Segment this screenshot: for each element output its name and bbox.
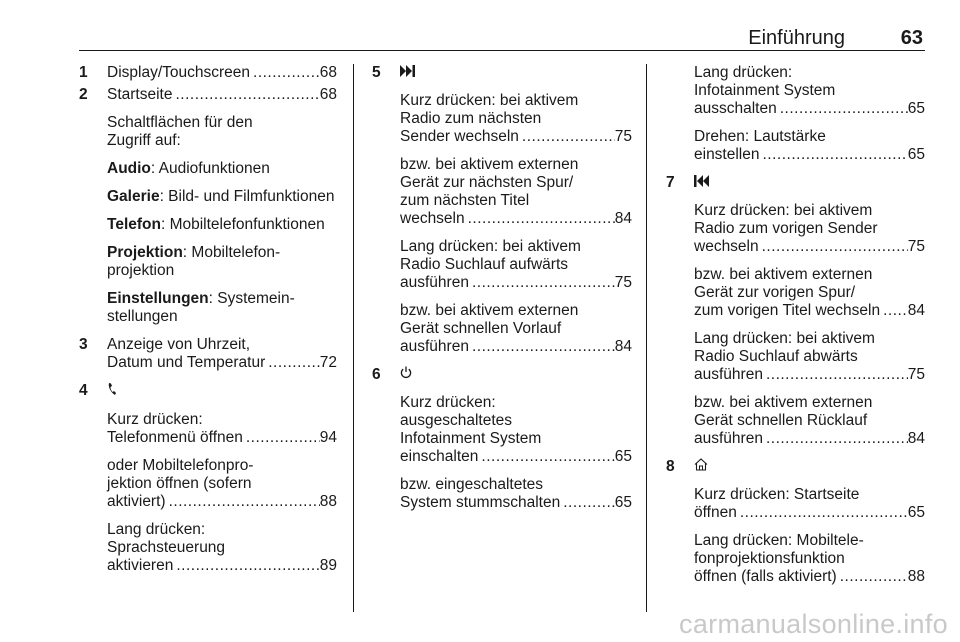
page-ref[interactable]: 65	[614, 494, 632, 511]
term-text: : Bild- und Filmfunktionen	[159, 188, 335, 205]
skip-back-icon	[694, 174, 710, 192]
icon-line	[694, 458, 925, 476]
paragraph	[400, 476, 632, 512]
entry-text: aktiviert)	[107, 493, 166, 510]
leader-dots	[469, 338, 615, 356]
term-text: : Systemein-	[208, 290, 295, 307]
leader-dots	[737, 504, 908, 522]
text-line: Radio Suchlauf aufwärts	[400, 256, 569, 273]
toc-line	[400, 128, 632, 146]
paragraph	[400, 394, 632, 466]
term-text: : Mobiltelefon-	[182, 244, 281, 261]
paragraph	[107, 290, 337, 326]
entry-text: aktivieren	[107, 557, 174, 574]
page-ref[interactable]: 89	[319, 557, 337, 574]
toc-line	[694, 430, 925, 448]
entry-text: öffnen	[694, 504, 737, 521]
toc-line	[400, 494, 632, 512]
term-label: Galerie	[107, 188, 160, 205]
text-line: Radio zum vorigen Sender	[694, 220, 878, 237]
toc-line	[107, 86, 337, 104]
text-line: Lang drücken: bei aktivem	[400, 238, 581, 255]
entry-text: öffnen (falls aktiviert)	[694, 568, 837, 585]
leader-dots	[243, 429, 320, 447]
entry-number: 5	[372, 64, 381, 81]
entry-text: wechseln	[694, 238, 759, 255]
text-line: Infotainment System	[694, 82, 836, 99]
leader-dots	[519, 128, 615, 146]
paragraph	[694, 266, 925, 320]
toc-line	[107, 354, 337, 372]
paragraph	[694, 128, 925, 164]
toc-line	[107, 557, 337, 575]
page-ref[interactable]: 84	[907, 430, 925, 447]
entry-text: ausführen	[400, 338, 469, 355]
entry-text: ausführen	[694, 366, 763, 383]
entry-7	[666, 174, 925, 448]
text-line: jektion öffnen (sofern	[107, 475, 252, 492]
toc-line	[694, 302, 925, 320]
paragraph	[107, 457, 337, 511]
page-ref[interactable]: 88	[907, 568, 925, 585]
text-line: Kurz drücken: bei aktivem	[694, 202, 873, 219]
watermark: carmanualsonline.info	[679, 609, 948, 639]
text-line: bzw. bei aktivem externen	[694, 266, 873, 283]
paragraph	[694, 64, 925, 118]
toc-line	[400, 338, 632, 356]
entry-text: ausführen	[694, 430, 763, 447]
paragraph	[107, 114, 337, 150]
text-line: bzw. bei aktivem externen	[400, 302, 579, 319]
leader-dots	[760, 146, 908, 164]
paragraph	[107, 244, 337, 280]
term-text: : Audiofunktionen	[150, 160, 270, 177]
leader-dots	[560, 494, 615, 512]
toc-line	[400, 274, 632, 292]
text-line: Lang drücken: Mobiltele-	[694, 532, 864, 549]
entry-number: 4	[79, 382, 88, 399]
text-line: Lang drücken: bei aktivem	[694, 330, 875, 347]
leader-dots	[880, 302, 908, 320]
paragraph	[400, 92, 632, 146]
text-line: bzw. bei aktivem externen	[400, 156, 579, 173]
term-label: Audio	[107, 160, 151, 177]
entry-text: zum vorigen Titel wechseln	[694, 302, 881, 319]
entry-4	[79, 382, 337, 575]
text-line: Kurz drücken:	[107, 411, 203, 428]
text-line: Sprachsteuerung	[107, 539, 226, 556]
section-title: Einführung	[748, 27, 845, 49]
leader-dots	[478, 448, 614, 466]
text-line: Radio Suchlauf abwärts	[694, 348, 858, 365]
entry-6	[372, 366, 632, 512]
text-line: ausgeschaltetes	[400, 412, 513, 429]
term-text: : Mobiltelefonfunktionen	[160, 216, 325, 233]
leader-dots	[265, 354, 320, 372]
toc-line	[107, 493, 337, 511]
page-ref[interactable]: 65	[907, 100, 925, 117]
entry-5	[372, 64, 632, 356]
page-ref[interactable]: 75	[907, 238, 925, 255]
entry-number: 6	[372, 366, 381, 383]
paragraph	[694, 532, 925, 586]
leader-dots	[469, 274, 615, 292]
home-icon	[694, 458, 708, 476]
icon-line	[400, 64, 632, 82]
text-line: Kurz drücken: Startseite	[694, 486, 860, 503]
column-1	[79, 64, 337, 585]
text-line: oder Mobiltelefonpro-	[107, 457, 254, 474]
icon-line	[107, 382, 337, 401]
toc-line	[694, 100, 925, 118]
text-line: fonprojektionsfunktion	[694, 550, 845, 567]
text-line: projektion	[107, 262, 175, 279]
skip-forward-icon	[400, 64, 416, 82]
entry-2	[79, 86, 337, 326]
toc-line	[694, 238, 925, 256]
column-3	[666, 64, 925, 596]
page-ref[interactable]: 68	[319, 86, 337, 103]
entry-text: Datum und Temperatur	[107, 354, 266, 371]
leader-dots	[763, 366, 908, 384]
page-ref[interactable]: 84	[614, 210, 632, 227]
paragraph	[107, 188, 337, 206]
entry-text: ausschalten	[694, 100, 777, 117]
leader-dots	[172, 86, 319, 104]
column-divider	[353, 64, 354, 612]
page-number: 63	[900, 27, 923, 49]
text-line: Kurz drücken: bei aktivem	[400, 92, 579, 109]
text-line: Kurz drücken:	[400, 394, 496, 411]
phone-icon	[107, 382, 117, 401]
entry-text: ausführen	[400, 274, 469, 291]
entry-text: System stummschalten	[400, 494, 561, 511]
leader-dots	[166, 493, 320, 511]
entry-number: 8	[666, 458, 675, 475]
entry-text: Telefonmenü öffnen	[107, 429, 243, 446]
toc-line	[694, 366, 925, 384]
toc-line	[400, 210, 632, 228]
icon-line	[694, 174, 925, 192]
entry-number: 1	[79, 64, 88, 81]
paragraph	[107, 521, 337, 575]
text-line: bzw. eingeschaltetes	[400, 476, 544, 493]
entry-number: 7	[666, 174, 675, 191]
entry-text: Display/Touchscreen	[107, 64, 251, 81]
entry-8	[666, 458, 925, 586]
paragraph	[107, 160, 337, 178]
paragraph	[694, 330, 925, 384]
page-ref[interactable]: 68	[319, 64, 337, 81]
paragraph	[694, 394, 925, 448]
toc-line	[400, 448, 632, 466]
leader-dots	[759, 238, 908, 256]
paragraph	[107, 411, 337, 447]
text-line: Gerät schnellen Rücklauf	[694, 412, 868, 429]
toc-line	[694, 504, 925, 522]
paragraph	[107, 216, 337, 234]
leader-dots	[763, 430, 908, 448]
page-ref[interactable]: 65	[907, 146, 925, 163]
paragraph	[694, 202, 925, 256]
text-line: Infotainment System	[400, 430, 542, 447]
paragraph	[400, 238, 632, 292]
paragraph	[694, 486, 925, 522]
leader-dots	[777, 100, 908, 118]
entry-6-continued	[666, 64, 925, 164]
toc-line	[694, 568, 925, 586]
entry-3	[79, 336, 337, 372]
column-divider	[646, 64, 647, 612]
text-line: Radio zum nächsten	[400, 110, 542, 127]
text-line: Schaltflächen für den	[107, 114, 253, 131]
leader-dots	[465, 210, 615, 228]
page-ref[interactable]: 94	[319, 429, 337, 446]
page-ref[interactable]: 72	[319, 354, 337, 371]
term-label: Projektion	[107, 244, 183, 261]
toc-line	[107, 429, 337, 447]
paragraph	[400, 156, 632, 228]
text-line: Gerät schnellen Vorlauf	[400, 320, 562, 337]
text-line: Lang drücken:	[694, 64, 793, 81]
power-icon	[400, 366, 412, 384]
entry-number: 3	[79, 336, 88, 353]
term-label: Einstellungen	[107, 290, 209, 307]
page-ref[interactable]: 84	[907, 302, 925, 319]
paragraph	[400, 302, 632, 356]
page-header	[79, 26, 925, 51]
text-line: Gerät zur nächsten Spur/	[400, 174, 574, 191]
leader-dots	[250, 64, 320, 82]
page-ref[interactable]: 75	[614, 274, 632, 291]
toc-line	[694, 146, 925, 164]
leader-dots	[173, 557, 319, 575]
page-ref[interactable]: 75	[614, 128, 632, 145]
toc-line	[107, 64, 337, 82]
text-line: Drehen: Lautstärke	[694, 128, 826, 145]
icon-line	[400, 366, 632, 384]
text-line: Anzeige von Uhrzeit,	[107, 336, 251, 353]
entry-text: einschalten	[400, 448, 479, 465]
page-ref[interactable]: 65	[907, 504, 925, 521]
entry-1	[79, 64, 337, 82]
text-line: Zugriff auf:	[107, 132, 181, 149]
leader-dots	[837, 568, 908, 586]
text-line: zum nächsten Titel	[400, 192, 530, 209]
entry-text: Sender wechseln	[400, 128, 519, 145]
text-line: bzw. bei aktivem externen	[694, 394, 873, 411]
text-line: stellungen	[107, 308, 178, 325]
page-ref[interactable]: 88	[319, 493, 337, 510]
page-ref[interactable]: 84	[614, 338, 632, 355]
text-line: Lang drücken:	[107, 521, 206, 538]
entry-text: einstellen	[694, 146, 760, 163]
page-ref[interactable]: 75	[907, 366, 925, 383]
entry-text: wechseln	[400, 210, 465, 227]
entry-number: 2	[79, 86, 88, 103]
entry-text: Startseite	[107, 86, 173, 103]
text-line: Gerät zur vorigen Spur/	[694, 284, 856, 301]
term-label: Telefon	[107, 216, 161, 233]
column-2	[372, 64, 632, 522]
page-ref[interactable]: 65	[614, 448, 632, 465]
